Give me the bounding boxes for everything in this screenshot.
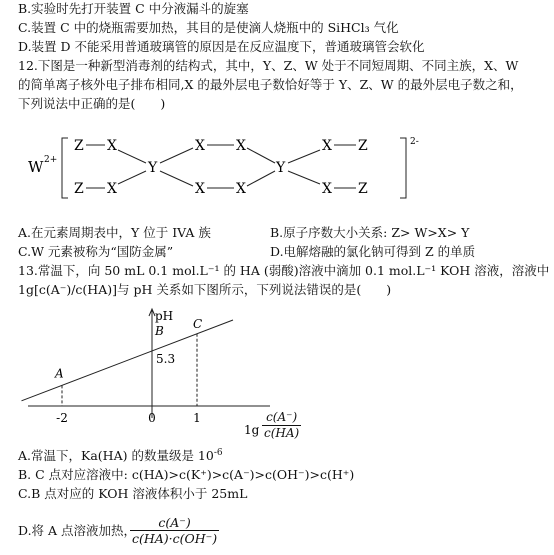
point-b-label: B	[155, 323, 164, 338]
point-a-label: A	[55, 366, 64, 381]
bonds	[86, 145, 356, 188]
option-d-fraction	[130, 515, 219, 546]
x-axis-label-numerator: c(A⁻)	[266, 410, 298, 424]
atom-y-left: Y	[148, 160, 158, 176]
option-a-q13	[18, 448, 223, 464]
question-13-line-2: 1g[c(A⁻)/c(HA)]与 pH 关系如下图所示，下列说法错误的是( )	[18, 282, 392, 297]
left-bracket	[62, 138, 68, 198]
atom-x-bottom-mid-2: X	[236, 181, 246, 197]
y-axis-label: pH	[155, 309, 174, 323]
x-tick-label-0: 0	[148, 411, 156, 425]
atom-x-bottom-left: X	[107, 181, 117, 197]
option-d-q13: D.将 A 点溶液加热，	[18, 523, 137, 538]
option-b-q13: B. C 点对应溶液中: c(HA)>c(K⁺)>c(A⁻)>c(OH⁻)>c(H⁺)	[18, 467, 355, 482]
y-tick-label: 5.3	[156, 351, 176, 366]
structural-formula	[0, 128, 554, 208]
right-bracket	[400, 138, 406, 198]
option-b-q11: B.实验时先打开装置 C 中分液漏斗的旋塞	[18, 1, 249, 16]
x-axis-label-prefix: 1g	[244, 423, 260, 437]
atom-x-top-right: X	[322, 138, 332, 154]
x-axis-label-denominator: c(HA)	[264, 426, 300, 440]
option-d-q11: D.装置 D 不能采用普通玻璃管的原因是在反应温度下，普通玻璃管会软化	[18, 39, 425, 54]
option-d-denominator: c(HA)·c(OH⁻)	[132, 531, 218, 546]
x-tick-label-1: 1	[193, 411, 201, 425]
x-axis-label-fraction	[262, 410, 301, 441]
atom-x-bottom-mid-1: X	[195, 181, 205, 197]
atom-z-bottom-left: Z	[74, 181, 84, 197]
question-12-line-2: 的简单离子核外电子排布相同,X 的最外层电子数恰好等于 Y、Z、W 的最外层电子数之和，	[18, 77, 523, 92]
cation-symbol: W	[28, 158, 44, 176]
question-12-line-1: 12.下图是一种新型消毒剂的结构式，其中，Y、Z、W 处于不同短周期、不同主族，X、W	[18, 58, 519, 73]
question-13-line-1: 13.常温下，向 50 mL 0.1 mol.L⁻¹ 的 HA (弱酸)溶液中滴加 0.1 mol.L⁻¹ KOH 溶液，溶液中	[18, 263, 550, 278]
atom-x-bottom-right: X	[322, 181, 332, 197]
option-a-q13-exponent: -6	[213, 447, 223, 458]
atom-y-right: Y	[276, 160, 286, 176]
option-a-q12: A.在元素周期表中，Y 位于 IVA 族	[18, 225, 211, 240]
atom-z-bottom-right: Z	[358, 181, 368, 197]
atom-x-top-left: X	[107, 138, 117, 154]
series-line	[22, 320, 234, 401]
option-c-q13: C.B 点对应的 KOH 溶液体积小于 25mL	[18, 486, 248, 501]
option-c-q12: C.W 元素被称为“国防金属”	[18, 244, 174, 259]
option-b-q12: B.原子序数大小关系: Z> W>X> Y	[270, 225, 470, 240]
atom-x-top-mid-1: X	[195, 138, 205, 154]
anion-charge: 2-	[410, 137, 419, 147]
cation-charge: 2+	[44, 155, 58, 165]
option-d-q12: D.电解熔融的氯化钠可得到 Z 的单质	[270, 244, 476, 259]
atom-z-top-right: Z	[358, 138, 368, 154]
option-d-numerator: c(A⁻)	[158, 515, 191, 530]
question-12-line-3: 下列说法中正确的是( )	[18, 96, 166, 111]
point-c-label: C	[193, 316, 203, 331]
atom-z-top-left: Z	[74, 138, 84, 154]
x-tick-label-neg2: -2	[56, 411, 68, 425]
atom-x-top-mid-2: X	[236, 138, 246, 154]
option-c-q11: C.装置 C 中的烧瓶需要加热，其目的是使滴人烧瓶中的 SiHCl₃ 气化	[18, 20, 399, 35]
option-a-q13-text: A.常温下，Ka(HA) 的数量级是 10	[18, 448, 214, 463]
